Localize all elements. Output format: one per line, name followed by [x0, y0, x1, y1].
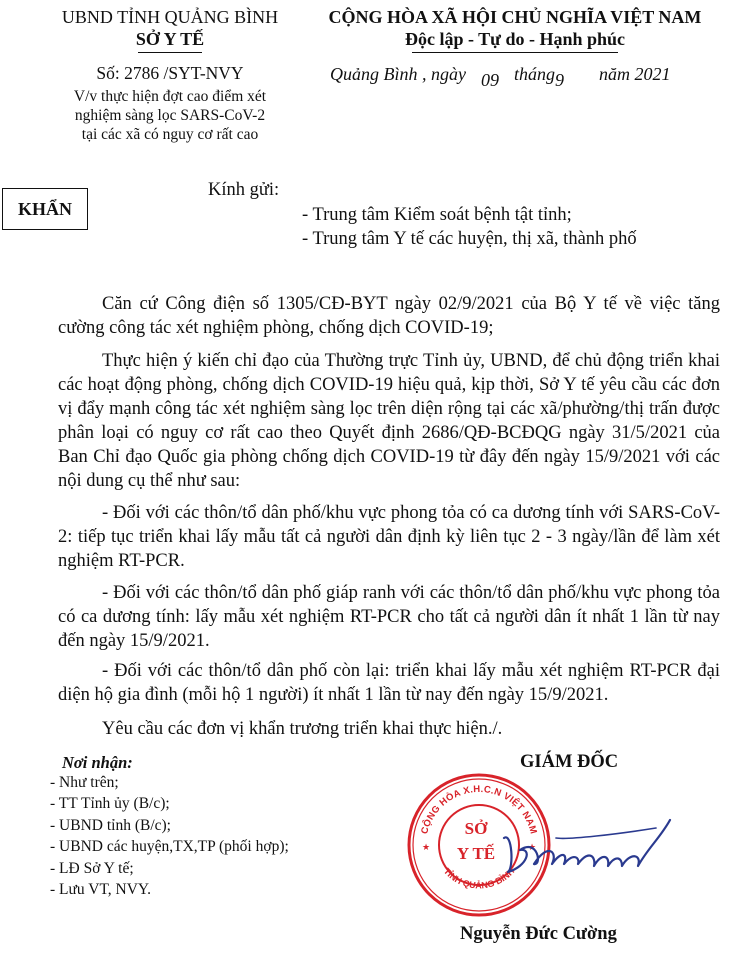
place-date-prefix: Quảng Bình , ngày	[330, 64, 466, 84]
subject-line-3: tại các xã có nguy cơ rất cao	[81, 126, 259, 143]
greeting: Kính gửi:	[208, 180, 280, 200]
body-paragraph-1	[58, 292, 720, 340]
stamp-bottom-text: TỈNH QUẢNG BÌNH	[441, 866, 517, 891]
national-motto: Độc lập - Tự do - Hạnh phúc	[404, 29, 626, 49]
date-month-word: tháng	[513, 64, 555, 84]
handwritten-signature	[498, 808, 678, 884]
subject-line-2: nghiệm sàng lọc SARS-CoV-2	[74, 107, 266, 124]
body-paragraph-6-text: Yêu cầu các đơn vị khẩn trương triển khai thực hiện./.	[102, 719, 503, 739]
date-month: 9	[555, 70, 564, 90]
agency-name: UBND TỈNH QUẢNG BÌNH	[61, 7, 279, 27]
motto-underline	[412, 52, 618, 53]
urgent-label: KHẨN	[2, 188, 88, 230]
stamp-star-right: ★	[528, 842, 537, 852]
recipients-list-item: - Như trên;	[50, 774, 119, 791]
doc-number: Số: 2786 /SYT-NVY	[96, 63, 244, 83]
stamp-top-text: CỘNG HÒA X.H.C.N VIỆT NAM	[419, 783, 539, 836]
body-paragraph-4-text: - Đối với các thôn/tổ dân phố giáp ranh với các thôn/tổ dân phố/khu vực phong tỏa có ca dương tính: lấy mẫu xét nghiệm RT-PCR cho tất cả người dân ít nhất 1 lần từ nay đến ngày 15/9/2021.	[58, 583, 720, 651]
subject-line-1: V/v thực hiện đợt cao điểm xét	[73, 88, 267, 105]
body-paragraph-3-text: - Đối với các thôn/tổ dân phố/khu vực phong tỏa có ca dương tính với SARS-CoV-2: tiếp tục triển khai lấy mẫu tất cả người dân định kỳ liên tục 2 - 3 ngày/lần để làm xét nghiệm RT-PCR.	[58, 503, 720, 571]
recipient-line-1: - Trung tâm Kiểm soát bệnh tật tỉnh;	[302, 205, 572, 225]
stamp-star-left: ★	[422, 842, 431, 852]
recipients-list-item: - Lưu VT, NVY.	[50, 881, 151, 898]
stamp-center-line-1: SỞ	[464, 819, 488, 838]
department-underline	[138, 52, 202, 53]
date-day: 09	[480, 70, 499, 90]
body-paragraph-2-text: Thực hiện ý kiến chỉ đạo của Thường trực Tỉnh ủy, UBND, để chủ động triển khai các hoạt động phòng, chống dịch COVID-19 hiệu quả, kịp thời, Sở Y tế yêu cầu các đơn vị đẩy mạnh công tác xét nghiệm sàng lọc trên diện rộng tại các xã/phường/thị trấn được phân loại có nguy cơ rất cao theo Quyết định 2686/QĐ-BCĐQG ngày 31/5/2021 của Ban Chỉ đạo Quốc gia phòng chống dịch COVID-19 từ đây đến ngày 15/9/2021 với các nội dung cụ thể như sau:	[58, 351, 720, 491]
stamp-center-line-2: Y TẾ	[456, 844, 496, 863]
signer-name: Nguyễn Đức Cường	[460, 924, 617, 944]
body-paragraph-4	[58, 581, 720, 653]
recipients-list-item: - TT Tỉnh ủy (B/c);	[50, 795, 170, 812]
recipients-list-item: - UBND các huyện,TX,TP (phối hợp);	[50, 838, 289, 855]
body-paragraph-6	[58, 717, 720, 741]
place-date	[330, 64, 671, 90]
body-paragraph-5-text: - Đối với các thôn/tổ dân phố còn lại: triển khai lấy mẫu xét nghiệm RT-PCR đại diện hộ gia đình (mỗi hộ 1 người) ít nhất 1 lần từ nay đến ngày 15/9/2021.	[58, 661, 720, 705]
recipients-list-item: - UBND tỉnh (B/c);	[50, 817, 171, 834]
date-year: năm 2021	[599, 64, 671, 84]
department-name: SỞ Y TẾ	[135, 29, 205, 49]
national-title: CỘNG HÒA XÃ HỘI CHỦ NGHĨA VIỆT NAM	[328, 7, 702, 27]
signer-title: GIÁM ĐỐC	[520, 752, 619, 772]
body-paragraph-1-text: Căn cứ Công điện số 1305/CĐ-BYT ngày 02/9/2021 của Bộ Y tế về việc tăng cường công tác xét nghiệm phòng, chống dịch COVID-19;	[58, 294, 720, 338]
recipient-line-2: - Trung tâm Y tế các huyện, thị xã, thành phố	[302, 229, 637, 249]
recipients-list-item: - LĐ Sở Y tế;	[50, 860, 134, 877]
body-paragraph-3	[58, 501, 720, 573]
body-paragraph-5	[58, 659, 720, 707]
recipients-list-title: Nơi nhận:	[62, 753, 133, 772]
body-paragraph-2	[58, 349, 720, 493]
